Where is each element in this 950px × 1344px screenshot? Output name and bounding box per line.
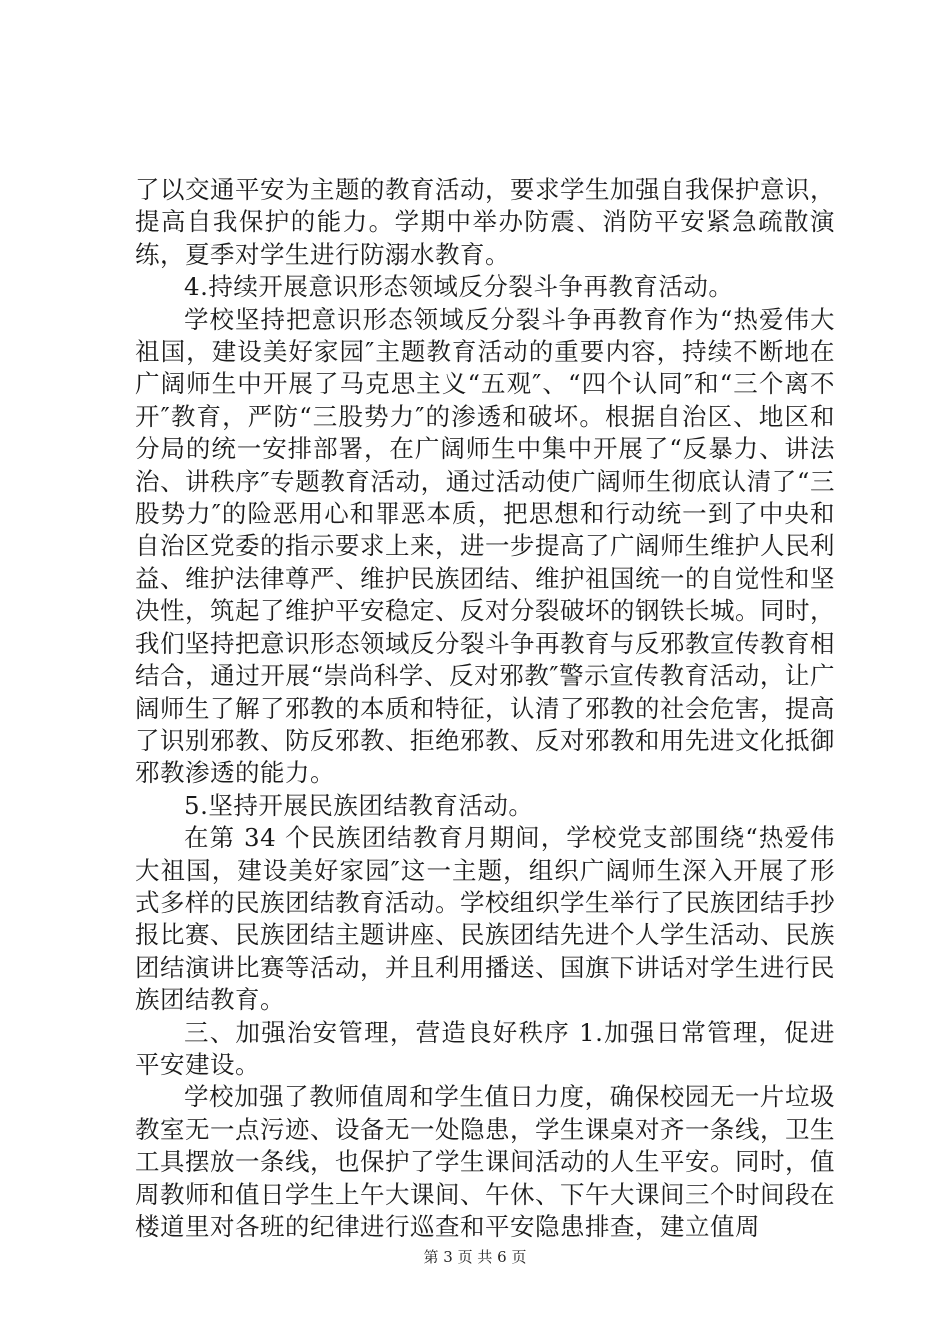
heading-item-4: 4.持续开展意识形态领域反分裂斗争再教育活动。 (184, 272, 734, 302)
paragraph-ethnic-unity: 在第 34 个民族团结教育月期间，学校党支部围绕“热爱伟大祖国，建设美好家园″这一主题，组织广阔师生深入开展了形式多样的民族团结教育活动。学校组织学生举行了民族团结手抄报比赛、民族团结主题讲座、民族团结先进个人学生活动、民族团结演讲比赛等活动，并且利用播送、国旗下讲话对学生进行民族团结教育。 (135, 823, 835, 1015)
heading-section-3: 三、加强治安管理，营造良好秩序 1.加强日常管理，促进平安建设。 (135, 1017, 835, 1079)
paragraph-daily-management: 学校加强了教师值周和学生值日力度，确保校园无一片垃圾教室无一点污迹、设备无一处隐患，学生课桌对齐一条线，卫生工具摆放一条线，也保护了学生课间活动的人生平安。同时，值周教师和值日学生上午大课间、午休、下午大课间三个时间段在楼道里对各班的纪律进行巡查和平安隐患排查，建立值周 (135, 1082, 835, 1241)
paragraph-continuation: 了以交通平安为主题的教育活动，要求学生加强自我保护意识，提高自我保护的能力。学期中举办防震、消防平安紧急疏散演练，夏季对学生进行防溺水教育。 (135, 175, 835, 269)
paragraph-ideology-education: 学校坚持把意识形态领域反分裂斗争再教育作为“热爱伟大祖国，建设美好家园″主题教育活动的重要内容，持续不断地在广阔师生中开展了马克思主义“五观″、“四个认同″和“三个离不开″教育，严防“三股势力″的渗透和破坏。根据自治区、地区和分局的统一安排部署，在广阔师生中集中开展了“反暴力、讲法治、讲秩序″专题教育活动，通过活动使广阔师生彻底认清了“三股势力″的险恶用心和罪恶本质，把思想和行动统一到了中央和自治区党委的指示要求上来，进一步提高了广阔师生维护人民利益、维护法律尊严、维护民族团结、维护祖国统一的自觉性和坚决性，筑起了维护平安稳定、反对分裂破坏的钢铁长城。同时，我们坚持把意识形态领域反分裂斗争再教育与反邪教宣传教育相结合，通过开展“崇尚科学、反对邪教″警示宣传教育活动，让广阔师生了解了邪教的本质和特征，认清了邪教的社会危害，提高了识别邪教、防反邪教、拒绝邪教、反对邪教和用先进文化抵御邪教渗透的能力。 (135, 304, 835, 788)
heading-item-5: 5.坚持开展民族团结教育活动。 (184, 790, 534, 820)
page-number-footer: 第 3 页 共 6 页 (423, 1248, 527, 1266)
body-text (135, 174, 835, 1243)
